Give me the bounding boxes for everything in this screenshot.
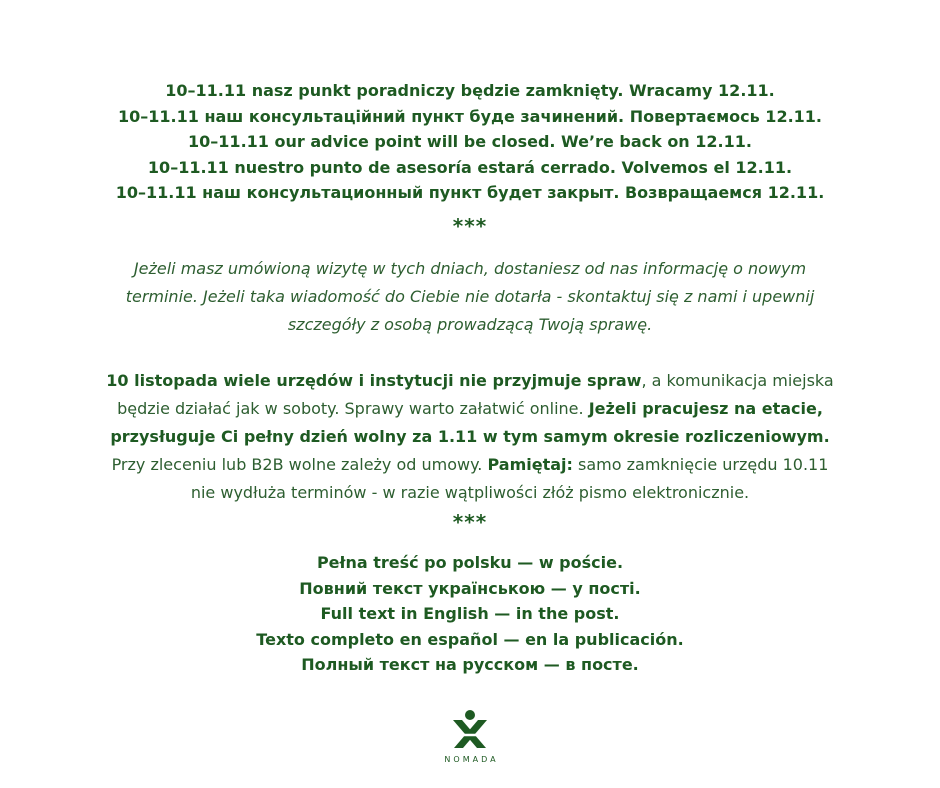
- holiday-info-text: samo zamknięcie urzędu 10.11: [572, 455, 829, 474]
- appointment-note-line: Jeżeli masz umówioną wizytę w tych dniach, dostaniesz od nas informację o nowym: [133, 259, 807, 278]
- nomada-logo-wordmark: NOMADA: [444, 755, 499, 764]
- full-text-ru: Полный текст на русском — в посте.: [301, 655, 639, 674]
- appointment-note: [90, 255, 850, 339]
- holiday-info-line: [60, 423, 880, 451]
- full-text-en: Full text in English — in the post.: [320, 604, 620, 623]
- closure-notice: [0, 78, 940, 206]
- closure-notice-uk: 10–11.11 наш консультаційний пункт буде зачинений. Повертаємось 12.11.: [118, 106, 822, 126]
- holiday-info-bold: przysługuje Ci pełny dzień wolny za 1.11 w tym samym okresie rozliczeniowym.: [110, 427, 830, 446]
- holiday-info-text: nie wydłuża terminów - w razie wątpliwości złóż pismo elektronicznie.: [190, 483, 750, 502]
- holiday-info-bold: Pamiętaj:: [487, 455, 573, 474]
- holiday-info-line: [60, 367, 880, 395]
- holiday-info-line: [60, 395, 880, 423]
- full-text-es: Texto completo en español — en la publicación.: [256, 629, 684, 649]
- holiday-info-text: , a komunikacja miejska: [641, 371, 834, 390]
- holiday-info-line: [60, 479, 880, 507]
- full-text-links: [0, 550, 940, 678]
- full-text-uk: Повний текст українською — у пості.: [299, 578, 641, 598]
- closure-notice-pl: 10–11.11 nasz punkt poradniczy będzie zamknięty. Wracamy 12.11.: [165, 81, 775, 100]
- nomada-logo-icon: [448, 708, 492, 752]
- nomada-logo: [420, 708, 520, 764]
- closure-notice-es: 10–11.11 nuestro punto de asesoría estará cerrado. Volvemos el 12.11.: [147, 157, 793, 177]
- holiday-info-line: [60, 451, 880, 479]
- holiday-info: [60, 367, 880, 507]
- closure-notice-en: 10–11.11 our advice point will be closed. We’re back on 12.11.: [188, 132, 752, 151]
- holiday-info-bold: Jeżeli pracujesz na etacie,: [588, 399, 823, 418]
- closure-notice-ru: 10–11.11 наш консультационный пункт будет закрыт. Возвращаемся 12.11.: [115, 183, 825, 202]
- separator-1: ***: [452, 214, 488, 238]
- separator-2: ***: [452, 510, 488, 534]
- full-text-pl: Pełna treść po polsku — w poście.: [316, 553, 624, 572]
- holiday-info-bold: 10 listopada wiele urzędów i instytucji nie przyjmuje spraw: [106, 371, 642, 390]
- appointment-note-line: szczegóły z osobą prowadzącą Twoją sprawę.: [287, 315, 653, 334]
- appointment-note-line: terminie. Jeżeli taka wiadomość do Ciebie nie dotarła - skontaktuj się z nami i upewnij: [125, 287, 815, 306]
- holiday-info-text: Przy zleceniu lub B2B wolne zależy od umowy.: [111, 455, 488, 474]
- holiday-info-text: będzie działać jak w soboty. Sprawy warto załatwić online.: [117, 399, 589, 418]
